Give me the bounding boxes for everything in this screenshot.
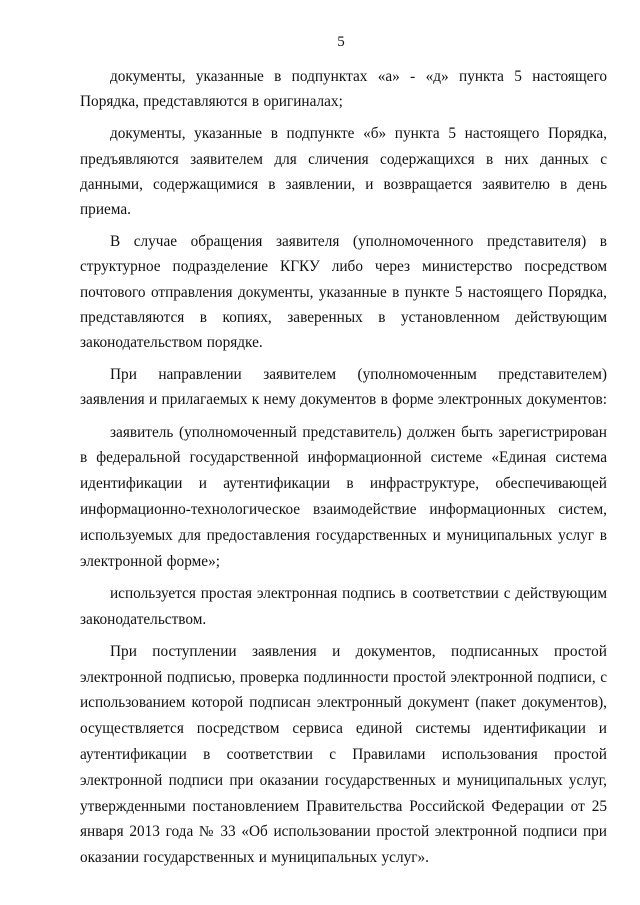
paragraph-originals: документы, указанные в подпунктах «а» - «д» пункта 5 настоящего Порядка, представляются в оригиналах; [80,68,607,111]
paragraph-electronic-submission: При направлении заявителем (уполномоченным представителем) заявления и прилагаемых к нему документов в форме электронных документов: [80,366,607,409]
paragraph-simple-signature: используется простая электронная подпись в соответствии с действующим законодательством. [80,585,607,628]
paragraph-signature-verification: При поступлении заявления и документов, подписанных простой электронной подписью, проверка подлинности простой электронной подписи, с использованием которой подписан электронный документ (пакет документов), осуществляется посредством сервиса единой системы идентификации и аутентификации в соответствии с Правилами использования простой электронной подписи при оказании государственных и муниципальных услуг, утвержденными постановлением Правительства Российской Федерации от 25 января 2013 года № 33 «Об использовании простой электронной подписи при оказании государственных и муниципальных услуг». [80,642,607,867]
page-number: 5 [337,34,345,50]
paragraph-presented-documents: документы, указанные в подпункте «б» пункта 5 настоящего Порядка, предъявляются заявителем для сличения содержащихся в них данных с данными, содержащимися в заявлении, и возвращается заявителю в день приема. [80,125,607,219]
paragraph-postal-submission: В случае обращения заявителя (уполномоченного представителя) в структурное подразделение КГКУ либо через министерство посредством почтового отправления документы, указанные в пункте 5 настоящего Порядка, представляются в копиях, заверенных в установленном действующим законодательством порядке. [80,233,607,352]
document-body [80,64,607,878]
paragraph-esia-registration: заявитель (уполномоченный представитель) должен быть зарегистрирован в федеральной государственной информационной системе «Единая система идентификации и аутентификации в инфраструктуре, обеспечивающей информационно-технологическое взаимодействие информационных систем, используемых для предоставления государственных и муниципальных услуг в электронной форме»; [80,423,607,570]
